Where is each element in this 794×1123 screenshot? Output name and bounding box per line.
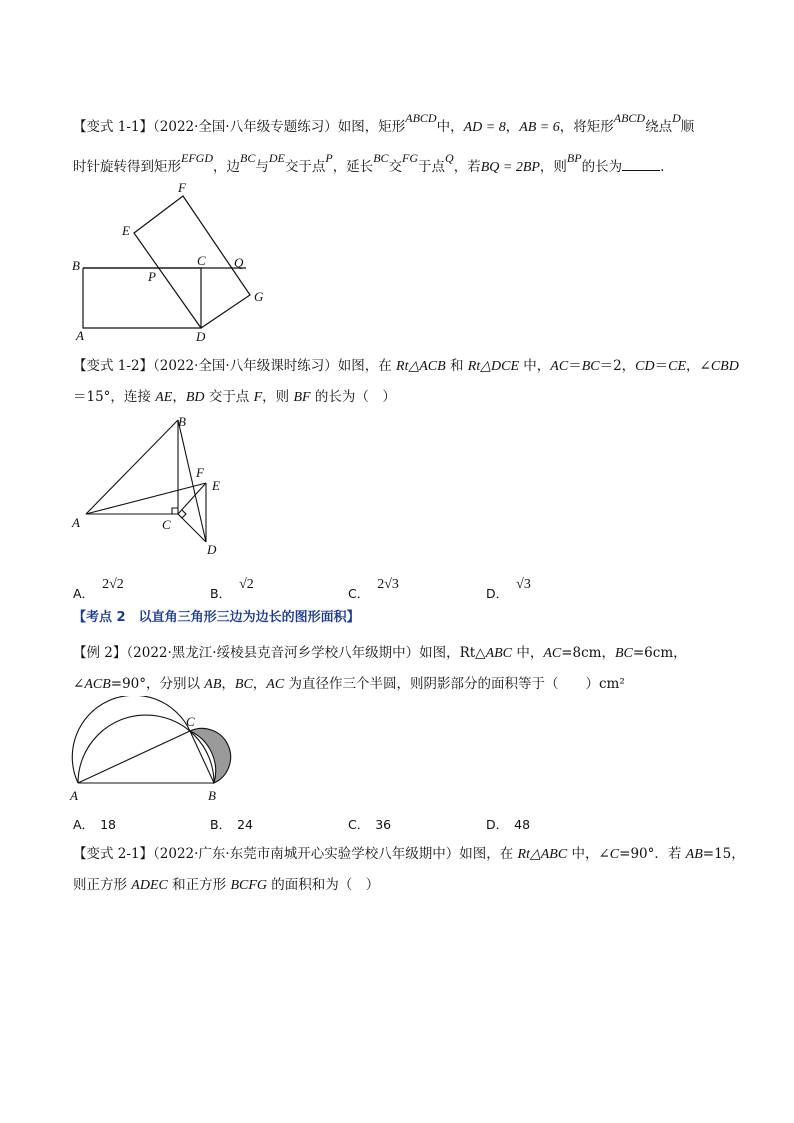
v21-source: （2022·广东·东莞市南城开心实验学校八年级期中） [153, 846, 460, 862]
rectangle-efgd [134, 196, 250, 328]
v11-point-p: P [325, 151, 333, 165]
v21-text: 如图，在 [459, 846, 518, 862]
v12-text: 如图，在 [337, 358, 397, 374]
v12-line-1 [73, 357, 739, 376]
v12-var: AE [155, 390, 173, 405]
v12-var: F [253, 390, 263, 405]
option-a[interactable] [73, 815, 116, 833]
v21-line-1 [73, 845, 745, 864]
v11-text: 的长为 [581, 159, 623, 175]
v11-seg-fg: FG [402, 151, 419, 165]
v11-text: 与 [255, 159, 269, 175]
section-heading: 【考点 2 以直角三角形三边为边长的图形面积】 [73, 610, 360, 625]
ex2-text: ∠ [73, 676, 85, 692]
v12-text: 的长为（ ） [310, 389, 396, 405]
label-c: C [162, 517, 171, 532]
v11-tag: 【变式 1-1】 [73, 119, 154, 135]
label-e: E [212, 478, 220, 493]
v11-text: 于点 [418, 159, 446, 175]
option-value: 2√2 [102, 577, 124, 592]
ex2-var: AC [266, 677, 285, 692]
v12-var: BC [581, 359, 600, 374]
v21-var: Rt△ABC [517, 847, 568, 862]
v11-point-q: Q [445, 151, 454, 165]
right-angle-mark-acb [172, 508, 178, 514]
ex2-line-2 [73, 675, 625, 694]
ex2-text: =8cm， [561, 645, 615, 661]
ex2-text: ， [221, 676, 235, 692]
v21-var: ADEC [131, 878, 168, 893]
option-value: 18 [100, 817, 116, 832]
option-b[interactable] [210, 577, 254, 603]
ex2-text: 如图，Rt△ [419, 645, 486, 661]
v21-text: =15， [702, 846, 745, 862]
option-value: 24 [237, 817, 253, 832]
v21-var: C [609, 847, 620, 862]
v11-text: 顺 [680, 119, 695, 135]
label-g: G [254, 289, 264, 304]
label-q: Q [234, 255, 244, 270]
v12-var: CD [635, 359, 655, 374]
v12-var: CE [668, 359, 687, 374]
ex2-text: 中， [512, 645, 544, 661]
label-a: A [76, 328, 84, 343]
v12-var: AC [550, 359, 569, 374]
option-value: √2 [239, 577, 254, 592]
ex2-var: ABC [485, 646, 513, 661]
v11-eq-ab: AB = 6 [519, 120, 560, 135]
v11-seg-bp: BP [566, 151, 582, 165]
v11-rect-efgd: EFGD [181, 151, 213, 165]
v12-line-2 [73, 388, 396, 407]
option-value: 2√3 [377, 577, 399, 592]
v21-tag: 【变式 2-1】 [73, 846, 154, 862]
option-value: √3 [516, 577, 531, 592]
v11-point-d: D [672, 111, 681, 125]
v11-text: ，延长 [332, 159, 374, 175]
v11-text: 绕点 [645, 119, 673, 135]
v11-seg-bc-2: BC [373, 151, 389, 165]
v21-text: 则正方形 [73, 877, 132, 893]
ex2-var: BC [614, 646, 633, 661]
v11-text: 中， [436, 119, 464, 135]
label-a: A [70, 788, 78, 803]
v11-text: 如图，矩形 [337, 119, 406, 135]
v11-line-2 [73, 151, 665, 177]
v12-var: CBD [710, 359, 739, 374]
option-letter: D． [486, 586, 509, 601]
option-letter: A． [73, 817, 95, 832]
v12-triangle-dce: Rt△DCE [467, 359, 519, 374]
ex2-text: =90°，分别以 [110, 676, 205, 692]
label-e: E [122, 223, 130, 238]
ex2-var: AC [543, 646, 562, 661]
v11-text: 时针旋转得到矩形 [73, 159, 181, 175]
option-letter: C． [348, 817, 370, 832]
v12-text: ＝ [568, 358, 582, 374]
v12-tag: 【变式 1-2】 [73, 358, 154, 374]
label-a: A [72, 515, 80, 530]
v21-text: 和正方形 [167, 877, 231, 893]
v12-source: （2022·全国·八年级课时练习） [153, 358, 338, 374]
v11-line-1 [73, 111, 695, 137]
v21-text: =90°．若 [619, 846, 686, 862]
ex2-tag: 【例 2】 [73, 645, 127, 661]
label-d: D [207, 542, 217, 557]
option-letter: B． [210, 586, 232, 601]
v12-text: ， [172, 389, 186, 405]
v12-triangle-acb: Rt△ACB [396, 359, 446, 374]
v11-seg-bc: BC [240, 151, 256, 165]
v11-eq-ad: AD = 8 [463, 120, 506, 135]
v11-text: ，则 [539, 159, 567, 175]
ex2-text: =6cm， [632, 645, 687, 661]
label-f: F [196, 465, 204, 480]
v11-condition: BQ = 2BP [480, 160, 540, 175]
v11-text: ， [505, 119, 520, 135]
v11-seg-de: DE [268, 151, 285, 165]
v21-text: 中，∠ [567, 846, 610, 862]
v11-text: 交 [388, 159, 403, 175]
v12-text: ＝ [654, 358, 669, 374]
option-c[interactable] [348, 577, 399, 603]
v12-var: BD [185, 390, 205, 405]
v11-text: ，边 [213, 159, 240, 175]
seg-ab [86, 420, 178, 514]
v12-var: BF [293, 390, 311, 405]
v11-source: （2022·全国·八年级专题练习） [153, 119, 338, 135]
ex2-text: 为直径作三个半圆，则阴影部分的面积等于（ ）cm² [284, 676, 625, 692]
option-letter: C． [348, 586, 370, 601]
label-b: B [72, 258, 80, 273]
v12-text: 中， [519, 358, 551, 374]
v12-text: ＝15°，连接 [73, 389, 156, 405]
option-letter: A． [73, 586, 95, 601]
option-letter: B． [210, 817, 232, 832]
option-d[interactable] [486, 577, 531, 603]
label-f: F [178, 180, 186, 195]
option-a[interactable] [73, 577, 124, 603]
label-d: D [196, 329, 206, 343]
v11-text: 交于点 [284, 159, 326, 175]
option-letter: D． [486, 817, 509, 832]
figure-semicircles [66, 696, 241, 808]
v11-rect-abcd: ABCD [405, 111, 437, 125]
ex2-var: BC [234, 677, 253, 692]
seg-ae [86, 483, 206, 514]
seg-ce [178, 483, 206, 514]
label-b: B [208, 788, 216, 803]
ex2-var: AB [204, 677, 222, 692]
label-p: P [148, 269, 156, 284]
v11-text: . [660, 159, 665, 175]
v12-text: 交于点 [204, 389, 254, 405]
v21-text: 的面积和为（ ） [267, 877, 380, 893]
option-d[interactable] [486, 815, 530, 833]
answer-blank [622, 158, 660, 171]
v12-text: ，则 [262, 389, 294, 405]
v12-text: ＝2， [599, 358, 636, 374]
v21-line-2 [73, 876, 379, 895]
v11-rect-abcd-2: ABCD [613, 111, 646, 125]
v12-text: ，∠ [686, 358, 711, 374]
figure-rotated-rectangle [68, 178, 278, 343]
label-c: C [186, 714, 195, 729]
figure-two-right-triangles [68, 412, 238, 560]
option-value: 48 [514, 817, 531, 832]
option-value: 36 [375, 817, 392, 832]
v21-var: AB [685, 847, 703, 862]
v11-text: ，若 [453, 159, 481, 175]
ex2-var: ACB [84, 677, 111, 692]
label-c: C [197, 253, 206, 268]
v12-text: 和 [445, 358, 468, 374]
option-b[interactable] [210, 815, 253, 833]
label-b: B [178, 414, 186, 429]
ex2-line-1 [73, 644, 687, 663]
seg-bd [178, 420, 206, 542]
option-c[interactable] [348, 815, 391, 833]
rectangle-abcd [83, 268, 201, 328]
v21-var: BCFG [230, 878, 268, 893]
ex2-text: ， [252, 676, 267, 692]
v11-text: ，将矩形 [559, 119, 614, 135]
right-angle-mark-dce [178, 510, 186, 518]
ex2-source: （2022·黑龙江·绥棱县克音河乡学校八年级期中） [126, 645, 420, 661]
